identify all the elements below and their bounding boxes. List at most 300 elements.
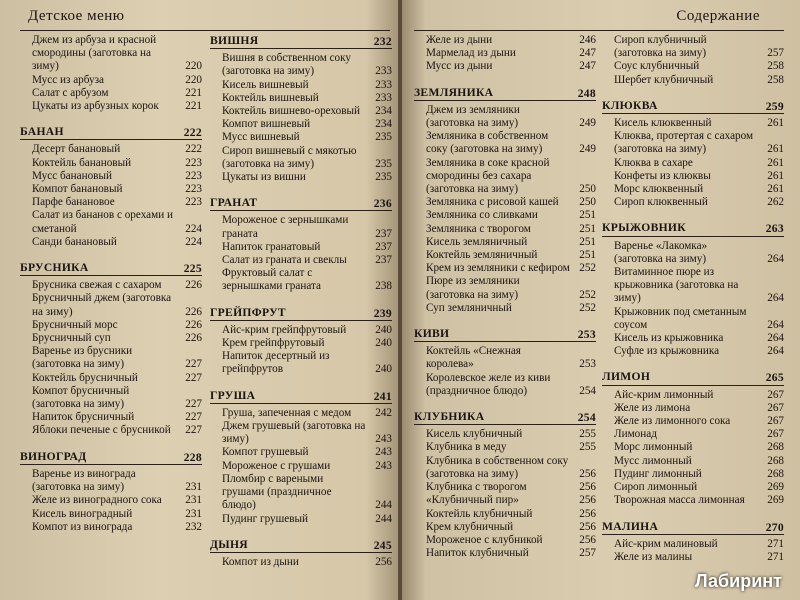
- toc-entry: [602, 538, 784, 551]
- page-number: 224: [185, 222, 202, 235]
- entry-title: Брусника свежая с сахаром: [32, 279, 162, 292]
- section-heading-text: ЛИМОН: [602, 370, 651, 384]
- entry-title: Напиток брусничный: [32, 411, 135, 424]
- section-heading-text: ГРУША: [210, 388, 256, 402]
- page-number: 233: [375, 91, 392, 104]
- toc-entry: [602, 402, 784, 415]
- entry-title: Клубника с творогом: [426, 481, 527, 494]
- section-heading: [210, 389, 392, 404]
- entry-title: Компот вишневый: [222, 118, 311, 131]
- page-number: 222: [185, 143, 202, 156]
- page-number: 248: [577, 86, 596, 100]
- page-number: 243: [375, 459, 392, 472]
- running-head-left: Детское меню: [28, 8, 125, 24]
- section-heading: [602, 221, 784, 236]
- entry-title: Цукаты из вишни: [222, 171, 306, 184]
- page-number: 222: [183, 126, 202, 140]
- toc-entry: [602, 130, 784, 156]
- entry-title: Джем из земляники (заготовка на зиму): [426, 103, 520, 130]
- toc-section: [210, 34, 392, 184]
- toc-entry: [20, 424, 202, 437]
- toc-entry: [602, 415, 784, 428]
- entry-title: Мусс лимонный: [614, 454, 692, 467]
- toc-entry: [414, 428, 596, 441]
- page-number: 268: [767, 467, 784, 480]
- page-number: 250: [579, 183, 596, 196]
- section-heading-text: КРЫЖОВНИК: [602, 221, 686, 235]
- entry-title: Мусс вишневый: [222, 131, 300, 144]
- section-heading-text: БАНАН: [20, 125, 64, 139]
- page-number: 257: [579, 547, 596, 560]
- page-number: 228: [183, 450, 202, 464]
- toc-entry: [210, 556, 392, 569]
- toc-entry: [414, 534, 596, 547]
- entry-title: Крыжовник под сметанным соусом: [614, 305, 747, 331]
- toc-entry: [602, 481, 784, 494]
- toc-entry: [210, 214, 392, 240]
- toc-entry: [20, 332, 202, 345]
- section-heading-text: ВИШНЯ: [210, 34, 259, 47]
- toc-entry: [210, 337, 392, 350]
- toc-entry: [210, 79, 392, 92]
- toc-entry: [414, 236, 596, 249]
- toc-entry: [414, 223, 596, 236]
- toc-entry: [602, 240, 784, 266]
- toc-entry: [602, 60, 784, 73]
- toc-entry: [414, 547, 596, 560]
- page-number: 254: [579, 384, 596, 397]
- toc-entry: [602, 266, 784, 306]
- entry-title: Мороженое с клубникой: [426, 533, 543, 546]
- page-number: 223: [185, 183, 202, 196]
- toc-entry: [210, 460, 392, 473]
- entry-title: Морс клюквенный: [614, 183, 704, 196]
- page-number: 237: [375, 240, 392, 253]
- toc-entry: [20, 411, 202, 424]
- page-number: 256: [579, 481, 596, 494]
- entry-title: Брусничный суп: [32, 332, 111, 345]
- page-number: 240: [375, 363, 392, 376]
- toc-entry: [602, 389, 784, 402]
- section-heading-text: КЛЮКВА: [602, 98, 658, 112]
- toc-entry: [20, 170, 202, 183]
- toc-entry: [210, 145, 392, 171]
- right-page: [402, 0, 800, 600]
- section-heading: [414, 410, 596, 425]
- page-number: 252: [579, 262, 596, 275]
- entry-title: Коктейль брусничный: [32, 371, 138, 384]
- toc-entry: [414, 60, 596, 73]
- entry-title: Пудинг грушевый: [222, 512, 309, 525]
- toc-entry: [602, 157, 784, 170]
- page-number: 253: [577, 328, 596, 342]
- toc-entry: [414, 455, 596, 481]
- toc-entry: [20, 183, 202, 196]
- page-number: 264: [767, 252, 784, 265]
- page-number: 232: [373, 35, 392, 48]
- toc-section: [414, 410, 596, 560]
- page-number: 264: [767, 345, 784, 358]
- page-number: 220: [185, 60, 202, 73]
- entry-title: Компот из винограда: [32, 520, 133, 533]
- entry-title: Мусс банановый: [32, 169, 112, 182]
- entry-title: Соус клубничный: [614, 60, 700, 73]
- toc-entry: [602, 345, 784, 358]
- toc-section: [602, 520, 784, 565]
- toc-entry: [210, 350, 392, 376]
- entry-title: Компот брусничный (заготовка на зиму): [32, 384, 130, 411]
- page-number: 240: [375, 323, 392, 336]
- entry-title: Айс-крим грейпфрутовый: [222, 323, 347, 336]
- page-number: 227: [185, 358, 202, 371]
- toc-entry: [20, 372, 202, 385]
- toc-entry: [414, 130, 596, 156]
- toc-entry: [414, 104, 596, 130]
- section-heading: [20, 125, 202, 140]
- toc-entry: [20, 34, 202, 74]
- page-number: 221: [185, 100, 202, 113]
- toc-entry: [602, 183, 784, 196]
- section-heading-text: ГРЕЙПФРУТ: [210, 305, 286, 319]
- running-head-right: Содержание: [676, 8, 760, 24]
- toc-entry: [602, 306, 784, 332]
- page-number: 245: [373, 538, 392, 552]
- entry-title: Кисель из крыжовника: [614, 332, 724, 345]
- section-heading: [210, 196, 392, 211]
- page-number: 237: [375, 254, 392, 267]
- page-number: 261: [767, 183, 784, 196]
- page-number: 251: [579, 209, 596, 222]
- page-number: 256: [579, 507, 596, 520]
- section-heading-text: ДЫНЯ: [210, 537, 248, 551]
- toc-entry: [20, 345, 202, 371]
- page-number: 268: [767, 454, 784, 467]
- entry-title: Сироп вишневый с мякотью (заготовка на зиму): [222, 144, 357, 170]
- entry-title: Кисель клубничный: [426, 428, 523, 441]
- page-number: 227: [185, 371, 202, 384]
- entry-title: Мусс из арбуза: [32, 73, 104, 86]
- page-number: 264: [767, 292, 784, 305]
- entry-title: Земляника с рисовой кашей: [426, 196, 559, 209]
- toc-entry: [414, 275, 596, 301]
- page-number: 238: [375, 280, 392, 293]
- entry-title: Салат с арбузом: [32, 86, 109, 99]
- entry-title: Пломбир с вареными грушами (праздничное блюдо): [222, 472, 332, 512]
- page-number: 263: [765, 222, 784, 236]
- page-number: 226: [185, 318, 202, 331]
- entry-title: Коктейль клубничный: [426, 507, 533, 520]
- entry-title: Вишня в собственном соку (заготовка на зиму): [222, 52, 352, 78]
- entry-title: Кисель земляничный: [426, 235, 528, 248]
- toc-entry: [210, 446, 392, 459]
- toc-entry: [20, 279, 202, 292]
- entry-title: «Клубничный пир»: [426, 494, 519, 507]
- entry-title: Кисель вишневый: [222, 78, 309, 91]
- toc-entry: [210, 267, 392, 293]
- entry-title: Коктейль вишневый: [222, 91, 319, 104]
- toc-section: [210, 389, 392, 526]
- toc-section: [414, 34, 596, 74]
- section-heading: [414, 86, 596, 101]
- entry-title: Крем из земляники с кефиром: [426, 262, 570, 275]
- entry-title: Пудинг лимонный: [614, 467, 702, 480]
- entry-title: Парфе банановое: [32, 196, 115, 209]
- toc-entry: [602, 551, 784, 564]
- entry-title: Желе из лимонного сока: [614, 415, 731, 428]
- entry-title: Шербет клубничный: [614, 73, 714, 86]
- page-number: 262: [767, 196, 784, 209]
- toc-section: [414, 86, 596, 315]
- toc-entry: [414, 34, 596, 47]
- toc-entry: [20, 468, 202, 494]
- entry-title: Джем из арбуза и красной смородины (заготовка на зиму): [32, 34, 157, 73]
- toc-entry: [20, 100, 202, 113]
- toc-entry: [210, 118, 392, 131]
- entry-title: Мармелад из дыни: [426, 47, 516, 60]
- page-number: 271: [767, 550, 784, 563]
- page-number: 234: [375, 105, 392, 118]
- toc-section: [210, 306, 392, 377]
- toc-entry: [602, 34, 784, 60]
- page-number: 223: [185, 196, 202, 209]
- page-number: 235: [375, 157, 392, 170]
- page-number: 251: [579, 235, 596, 248]
- toc-entry: [210, 92, 392, 105]
- page-number: 223: [185, 156, 202, 169]
- entry-title: Крем клубничный: [426, 520, 514, 533]
- toc-entry: [210, 254, 392, 267]
- entry-title: Кисель виноградный: [32, 507, 133, 520]
- entry-title: Цукаты из арбузных корок: [32, 100, 159, 113]
- page-number: 221: [185, 86, 202, 99]
- page-number: 256: [375, 555, 392, 568]
- toc-entry: [210, 473, 392, 513]
- page-number: 264: [767, 318, 784, 331]
- entry-title: Клубника в собственном соку (заготовка на зиму): [426, 454, 569, 480]
- toc-entry: [210, 420, 392, 446]
- page-number: 252: [579, 288, 596, 301]
- toc-entry: [414, 196, 596, 209]
- entry-title: Салат из граната и свеклы: [222, 254, 347, 267]
- page-number: 236: [373, 197, 392, 211]
- section-heading-text: ГРАНАТ: [210, 196, 258, 210]
- page-number: 233: [375, 65, 392, 78]
- page-number: 231: [185, 494, 202, 507]
- entry-title: Морс лимонный: [614, 441, 693, 454]
- toc-section: [20, 34, 202, 113]
- toc-entry: [20, 143, 202, 156]
- entry-title: Брусничный морс: [32, 318, 118, 331]
- toc-entry: [414, 249, 596, 262]
- entry-title: Салат из бананов с орехами и сметаной: [32, 209, 173, 235]
- page-number: 232: [185, 520, 202, 533]
- toc-entry: [414, 157, 596, 197]
- entry-title: Кисель клюквенный: [614, 117, 712, 130]
- page-number: 226: [185, 279, 202, 292]
- entry-title: Брусничный джем (заготовка на зиму): [32, 292, 172, 318]
- toc-entry: [20, 494, 202, 507]
- section-heading-text: ВИНОГРАД: [20, 449, 87, 463]
- entry-title: Коктейль банановый: [32, 156, 132, 169]
- section-heading: [210, 34, 392, 49]
- page-number: 255: [579, 441, 596, 454]
- toc-entry: [602, 117, 784, 130]
- entry-title: Айс-крим лимонный: [614, 388, 714, 401]
- page-number: 257: [767, 47, 784, 60]
- entry-title: Коктейль земляничный: [426, 249, 538, 262]
- page-number: 269: [767, 481, 784, 494]
- entry-title: Пюре из земляники (заготовка на зиму): [426, 275, 520, 301]
- section-heading: [602, 370, 784, 385]
- page-number: 220: [185, 73, 202, 86]
- page-number: 256: [579, 533, 596, 546]
- page-number: 255: [579, 428, 596, 441]
- toc-section: [20, 450, 202, 534]
- toc-entry: [414, 47, 596, 60]
- page-number: 234: [375, 118, 392, 131]
- toc-entry: [602, 494, 784, 507]
- entry-title: Клюква в сахаре: [614, 156, 693, 169]
- page-number: 271: [767, 537, 784, 550]
- toc-entry: [414, 508, 596, 521]
- toc-entry: [20, 521, 202, 534]
- page-number: 227: [185, 424, 202, 437]
- entry-title: Желе из малины: [614, 550, 693, 563]
- page-number: 243: [375, 433, 392, 446]
- entry-title: Крем грейпфрутовый: [222, 337, 325, 350]
- toc-entry: [20, 236, 202, 249]
- section-heading: [20, 450, 202, 465]
- toc-entry: [414, 302, 596, 315]
- page-number: 267: [767, 401, 784, 414]
- page-number: 261: [767, 117, 784, 130]
- page-number: 268: [767, 441, 784, 454]
- toc-section: [602, 99, 784, 210]
- toc-entry: [602, 468, 784, 481]
- header-rule-left: [20, 30, 390, 31]
- page-number: 270: [765, 520, 784, 534]
- entry-title: Мусс из дыни: [426, 60, 493, 73]
- section-heading: [210, 306, 392, 321]
- section-heading: [602, 520, 784, 535]
- entry-title: Десерт банановый: [32, 143, 121, 156]
- page-number: 269: [767, 494, 784, 507]
- section-heading-text: БРУСНИКА: [20, 261, 89, 275]
- entry-title: Сироп лимонный: [614, 481, 698, 494]
- toc-entry: [414, 372, 596, 398]
- section-heading-text: КИВИ: [414, 327, 450, 341]
- toc-entry: [20, 292, 202, 318]
- page-number: 235: [375, 171, 392, 184]
- toc-entry: [414, 481, 596, 494]
- entry-title: Желе из дыни: [426, 34, 493, 46]
- toc-entry: [210, 324, 392, 337]
- section-heading: [20, 261, 202, 276]
- page-number: 235: [375, 131, 392, 144]
- toc-entry: [20, 508, 202, 521]
- toc-entry: [210, 131, 392, 144]
- toc-section: [602, 370, 784, 507]
- toc-entry: [602, 74, 784, 87]
- section-heading: [210, 538, 392, 553]
- toc-entry: [20, 319, 202, 332]
- toc-entry: [602, 196, 784, 209]
- entry-title: Земляника в соке красной смородины без сахара (заготовка на зиму): [426, 156, 550, 196]
- page-number: 256: [579, 520, 596, 533]
- toc-entry: [602, 428, 784, 441]
- toc-entry: [414, 494, 596, 507]
- entry-title: Фруктовый салат с зернышками граната: [222, 267, 321, 293]
- entry-title: Коктейль вишнево-ореховый: [222, 105, 361, 118]
- toc-section: [602, 221, 784, 358]
- left-page: [0, 0, 398, 600]
- page-number: 253: [579, 358, 596, 371]
- toc-entry: [20, 87, 202, 100]
- entry-title: Земляника со сливками: [426, 209, 538, 222]
- toc-section: [414, 327, 596, 398]
- page-number: 265: [765, 371, 784, 385]
- entry-title: Витаминное пюре из крыжовника (заготовка на зиму): [614, 266, 739, 305]
- entry-title: Сироп клубничный (заготовка на зиму): [614, 34, 707, 60]
- page-number: 254: [577, 411, 596, 425]
- toc-entry: [414, 345, 596, 371]
- toc-column: [414, 34, 596, 572]
- page-number: 252: [579, 301, 596, 314]
- page-number: 267: [767, 388, 784, 401]
- page-number: 242: [375, 406, 392, 419]
- page-number: 231: [185, 481, 202, 494]
- page-number: 249: [579, 117, 596, 130]
- page-number: 226: [185, 305, 202, 318]
- entry-title: Компот грушевый: [222, 446, 309, 459]
- page-number: 227: [185, 411, 202, 424]
- page-number: 231: [185, 507, 202, 520]
- page-number: 250: [579, 196, 596, 209]
- toc-entry: [210, 407, 392, 420]
- page-number: 261: [767, 156, 784, 169]
- page-number: 244: [375, 499, 392, 512]
- page-number: 267: [767, 428, 784, 441]
- toc-entry: [602, 455, 784, 468]
- toc-entry: [414, 262, 596, 275]
- entry-title: Земляника в собственном соку (заготовка на зиму): [426, 130, 549, 156]
- page-number: 251: [579, 222, 596, 235]
- page-number: 239: [373, 306, 392, 320]
- page-number: 244: [375, 512, 392, 525]
- toc-column: [602, 34, 784, 576]
- entry-title: Компот из дыни: [222, 555, 299, 568]
- entry-title: Лимонад: [614, 428, 657, 441]
- page-number: 237: [375, 227, 392, 240]
- header-rule-right: [414, 30, 784, 31]
- page-number: 240: [375, 337, 392, 350]
- page-number: 226: [185, 332, 202, 345]
- page-number: 243: [375, 446, 392, 459]
- toc-section: [20, 261, 202, 438]
- labirint-watermark: Лабиринт: [694, 571, 782, 591]
- section-heading-text: МАЛИНА: [602, 519, 659, 533]
- toc-section: [210, 538, 392, 569]
- entry-title: Напиток гранатовый: [222, 240, 321, 253]
- entry-title: Напиток десертный из грейпфрутов: [222, 350, 330, 376]
- page-number: 251: [579, 249, 596, 262]
- entry-title: Напиток клубничный: [426, 547, 529, 560]
- entry-title: Мороженое с зернышками граната: [222, 214, 349, 240]
- entry-title: Варенье из брусники (заготовка на зиму): [32, 345, 133, 371]
- toc-entry: [414, 441, 596, 454]
- toc-entry: [20, 74, 202, 87]
- toc-entry: [210, 241, 392, 254]
